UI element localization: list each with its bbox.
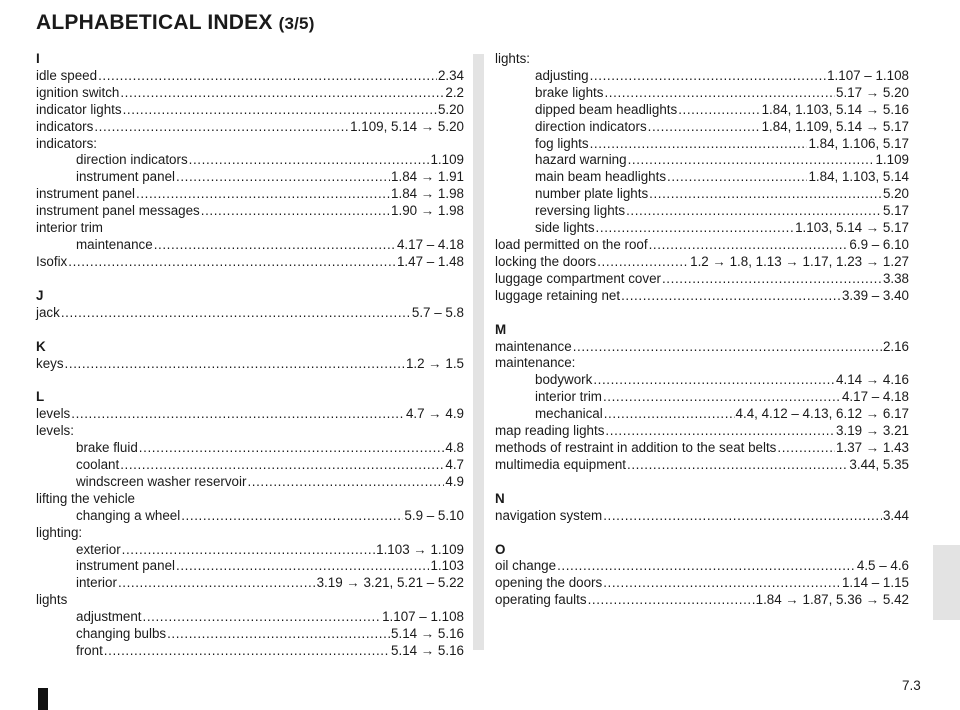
index-term: methods of restraint in addition to the seat belts <box>495 439 777 455</box>
index-page-ref: 1.103 <box>430 558 464 574</box>
dot-leader <box>605 423 835 440</box>
index-subentry <box>495 136 909 153</box>
index-page-ref: 3.44, 5.35 <box>849 456 909 472</box>
index-term: locking the doors <box>495 253 597 269</box>
index-page-ref: 1.109 <box>875 152 909 168</box>
index-letter-heading: M <box>495 321 507 337</box>
index-page-ref: 3.44 <box>882 507 909 523</box>
dot-leader <box>71 406 405 423</box>
index-entry <box>36 406 464 423</box>
index-letter-heading: I <box>36 51 40 66</box>
index-entry <box>36 119 464 136</box>
index-term: brake fluid <box>76 440 138 456</box>
dot-leader <box>588 592 755 609</box>
index-letter-heading: L <box>36 389 45 405</box>
index-letter-heading: K <box>36 338 46 354</box>
index-term: luggage retaining net <box>495 287 621 303</box>
index-subentry <box>495 372 909 389</box>
section-gap <box>36 322 464 339</box>
dot-leader <box>136 186 390 203</box>
index-subentry <box>495 169 909 186</box>
dot-leader <box>604 406 735 423</box>
index-page-ref: 5.9 – 5.10 <box>404 507 464 523</box>
index-entry <box>36 102 464 119</box>
dot-leader <box>201 203 390 220</box>
index-term: instrument panel messages <box>36 203 200 219</box>
dot-leader <box>167 626 390 643</box>
index-entry <box>495 423 909 440</box>
dot-leader <box>143 609 382 626</box>
index-page-ref: 1.90 → 1.98 <box>391 203 464 219</box>
dot-leader <box>649 237 849 254</box>
index-page-ref: 1.84, 1.103, 5.14 <box>808 169 909 185</box>
dot-leader <box>777 440 835 457</box>
index-subentry <box>495 220 909 237</box>
dot-leader <box>154 237 396 254</box>
index-page-ref: 4.7 <box>445 457 464 473</box>
index-term: maintenance <box>76 236 153 252</box>
index-subentry <box>36 169 464 186</box>
index-group-heading: lights <box>36 592 68 608</box>
dot-leader <box>596 220 795 237</box>
index-subentry <box>36 626 464 643</box>
dot-leader <box>139 440 445 457</box>
index-entry <box>495 575 909 592</box>
dot-leader <box>120 85 444 102</box>
index-page-ref: 5.7 – 5.8 <box>411 304 464 320</box>
index-term: reversing lights <box>535 203 626 219</box>
index-term: ignition switch <box>36 84 120 100</box>
index-term: instrument panel <box>76 558 175 574</box>
index-term: instrument panel <box>76 169 175 185</box>
page-number: 7.3 <box>902 678 921 693</box>
index-subentry <box>36 237 464 254</box>
dot-leader <box>590 136 808 153</box>
index-page-ref: 5.20 <box>437 101 464 117</box>
index-page-ref: 4.17 – 4.18 <box>396 236 464 252</box>
index-subentry <box>495 102 909 119</box>
dot-leader <box>181 508 403 525</box>
index-subentry <box>495 119 909 136</box>
index-page-ref: 5.14 → 5.16 <box>391 626 464 642</box>
index-term: levels <box>36 406 71 422</box>
index-term: changing bulbs <box>76 626 167 642</box>
index-entry <box>495 592 909 609</box>
dot-leader <box>247 474 444 491</box>
index-term: Isofix <box>36 253 68 269</box>
dot-leader <box>621 288 841 305</box>
index-entry <box>36 203 464 220</box>
index-term: indicators <box>36 118 94 134</box>
index-page-ref: 1.37 → 1.43 <box>836 439 909 455</box>
dot-leader <box>593 372 835 389</box>
index-letter-heading: N <box>495 490 505 506</box>
index-column-right <box>495 51 909 609</box>
index-group-heading: lighting: <box>36 524 83 540</box>
index-subentry <box>495 68 909 85</box>
index-term: indicator lights <box>36 101 122 117</box>
index-term: front <box>76 643 103 658</box>
index-entry <box>495 254 909 271</box>
index-subentry <box>495 203 909 220</box>
index-group-heading: levels: <box>36 423 74 439</box>
index-term: main beam headlights <box>535 169 667 185</box>
section-gap <box>495 305 909 322</box>
index-term: opening the doors <box>495 575 603 591</box>
dot-leader <box>628 152 875 169</box>
index-term: windscreen washer reservoir <box>76 473 247 489</box>
index-page-ref: 3.39 – 3.40 <box>841 287 909 303</box>
index-page-ref: 4.4, 4.12 – 4.13, 6.12 → 6.17 <box>735 406 909 422</box>
index-term: oil change <box>495 558 557 574</box>
index-page-ref: 1.103, 5.14 → 5.17 <box>795 220 909 236</box>
index-term: changing a wheel <box>76 507 181 523</box>
index-page-ref: 4.7 → 4.9 <box>405 406 464 422</box>
index-page-ref: 1.84 → 1.91 <box>391 169 464 185</box>
index-page-ref: 2.2 <box>445 84 464 100</box>
index-subentry <box>36 609 464 626</box>
index-page-ref: 4.8 <box>445 440 464 456</box>
index-page-ref: 4.17 – 4.18 <box>841 389 909 405</box>
index-page-ref: 4.5 – 4.6 <box>856 558 909 574</box>
index-subentry <box>36 440 464 457</box>
index-page-ref: 1.109, 5.14 → 5.20 <box>350 118 464 134</box>
index-entry <box>495 440 909 457</box>
index-page-ref: 1.84, 1.106, 5.17 <box>808 135 909 151</box>
index-page-ref: 1.84, 1.103, 5.14 → 5.16 <box>761 101 909 117</box>
index-term: map reading lights <box>495 423 605 439</box>
section-gap <box>36 271 464 288</box>
page-title-part: (3/5) <box>278 14 315 33</box>
index-subentry <box>36 575 464 592</box>
dot-leader <box>94 119 349 136</box>
dot-leader <box>118 575 316 592</box>
index-page-ref: 4.9 <box>445 473 464 489</box>
index-term: direction indicators <box>76 152 188 168</box>
index-entry <box>36 356 464 373</box>
index-term: fog lights <box>535 135 589 151</box>
dot-leader <box>104 643 390 660</box>
index-page-ref: 3.19 → 3.21, 5.21 – 5.22 <box>316 575 464 591</box>
index-term: idle speed <box>36 67 98 83</box>
dot-leader <box>98 68 437 85</box>
index-term: hazard warning <box>535 152 627 168</box>
index-subentry <box>495 406 909 423</box>
section-tab <box>933 545 960 620</box>
dot-leader <box>65 356 405 373</box>
index-page-ref: 1.107 – 1.108 <box>382 609 464 625</box>
index-page-ref: 1.2 → 1.5 <box>405 355 464 371</box>
index-page-ref: 1.14 – 1.15 <box>841 575 909 591</box>
index-subentry <box>36 542 464 559</box>
index-page-ref: 1.103 → 1.109 <box>376 541 464 557</box>
dot-leader <box>557 558 856 575</box>
index-page-ref: 1.84, 1.109, 5.14 → 5.17 <box>761 118 909 134</box>
index-entry <box>495 271 909 288</box>
index-column-left <box>36 51 464 660</box>
index-term: bodywork <box>535 372 593 388</box>
index-entry <box>36 305 464 322</box>
index-page-ref: 5.20 <box>882 186 909 202</box>
index-page-ref: 3.19 → 3.21 <box>836 423 909 439</box>
index-entry <box>495 288 909 305</box>
dot-leader <box>61 305 411 322</box>
dot-leader <box>603 575 841 592</box>
index-term: dipped beam headlights <box>535 101 678 117</box>
index-page-ref: 2.34 <box>437 67 464 83</box>
index-page-ref: 1.84 → 1.98 <box>391 186 464 202</box>
index-term: adjustment <box>76 609 142 625</box>
page-title-text: ALPHABETICAL INDEX <box>36 11 273 34</box>
index-term: interior trim <box>535 389 602 405</box>
dot-leader <box>176 169 390 186</box>
index-term: adjusting <box>535 67 589 83</box>
index-term: multimedia equipment <box>495 456 626 472</box>
dot-leader <box>573 339 882 356</box>
index-subentry <box>495 186 909 203</box>
column-divider <box>473 54 484 650</box>
index-entry <box>36 186 464 203</box>
dot-leader <box>120 457 444 474</box>
corner-mark <box>38 688 48 710</box>
index-group-heading: indicators: <box>36 135 98 151</box>
index-subentry <box>36 508 464 525</box>
dot-leader <box>590 68 826 85</box>
index-entry <box>495 339 909 356</box>
dot-leader <box>626 203 882 220</box>
index-letter-heading: J <box>36 287 44 303</box>
section-gap <box>36 372 464 389</box>
index-subentry <box>36 457 464 474</box>
index-subentry <box>495 389 909 406</box>
dot-leader <box>667 169 807 186</box>
index-page-ref: 5.14 → 5.16 <box>391 643 464 658</box>
index-page-ref: 1.2 → 1.8, 1.13 → 1.17, 1.23 → 1.27 <box>690 253 909 269</box>
index-subentry <box>36 643 464 660</box>
dot-leader <box>123 102 437 119</box>
dot-leader <box>649 186 882 203</box>
index-term: brake lights <box>535 84 604 100</box>
dot-leader <box>122 542 375 559</box>
index-page-ref: 5.17 → 5.20 <box>836 84 909 100</box>
dot-leader <box>604 85 835 102</box>
dot-leader <box>662 271 882 288</box>
index-entry <box>36 254 464 271</box>
index-page-ref: 3.38 <box>882 270 909 286</box>
index-subentry <box>36 558 464 575</box>
index-term: maintenance <box>495 338 572 354</box>
index-term: direction indicators <box>535 118 647 134</box>
index-term: keys <box>36 355 64 371</box>
index-page-ref: 2.16 <box>882 338 909 354</box>
section-gap <box>495 525 909 542</box>
index-term: instrument panel <box>36 186 135 202</box>
index-term: navigation system <box>495 507 603 523</box>
index-term: number plate lights <box>535 186 649 202</box>
index-page-ref: 6.9 – 6.10 <box>849 236 909 252</box>
index-page-ref: 5.17 <box>882 203 909 219</box>
index-entry <box>495 237 909 254</box>
index-term: interior <box>76 575 117 591</box>
index-entry <box>36 85 464 102</box>
page-title <box>36 11 315 35</box>
index-term: operating faults <box>495 592 587 608</box>
index-page-ref: 1.107 – 1.108 <box>827 67 909 83</box>
dot-leader <box>68 254 396 271</box>
index-entry <box>36 68 464 85</box>
index-group-heading: interior trim <box>36 220 103 236</box>
dot-leader <box>648 119 761 136</box>
section-gap <box>495 474 909 491</box>
index-term: load permitted on the roof <box>495 236 648 252</box>
index-page-ref: 1.47 – 1.48 <box>396 253 464 269</box>
index-page-ref: 4.14 → 4.16 <box>836 372 909 388</box>
index-page-ref: 1.84 → 1.87, 5.36 → 5.42 <box>755 592 909 608</box>
index-term: luggage compartment cover <box>495 270 661 286</box>
index-term: side lights <box>535 220 595 236</box>
dot-leader <box>603 389 841 406</box>
index-term: jack <box>36 304 60 320</box>
dot-leader <box>189 152 430 169</box>
dot-leader <box>678 102 760 119</box>
index-letter-heading: O <box>495 541 506 557</box>
index-subentry <box>36 474 464 491</box>
index-subentry <box>495 152 909 169</box>
index-term: exterior <box>76 541 121 557</box>
index-group-heading: maintenance: <box>495 355 576 371</box>
index-term: coolant <box>76 457 120 473</box>
index-entry <box>495 508 909 525</box>
index-entry <box>495 558 909 575</box>
dot-leader <box>176 558 429 575</box>
index-entry <box>495 457 909 474</box>
dot-leader <box>603 508 882 525</box>
index-subentry <box>495 85 909 102</box>
index-group-heading: lights: <box>495 51 530 66</box>
index-group-heading: lifting the vehicle <box>36 490 135 506</box>
index-subentry <box>36 152 464 169</box>
dot-leader <box>627 457 848 474</box>
index-term: mechanical <box>535 406 603 422</box>
index-page-ref: 1.109 <box>430 152 464 168</box>
dot-leader <box>597 254 689 271</box>
